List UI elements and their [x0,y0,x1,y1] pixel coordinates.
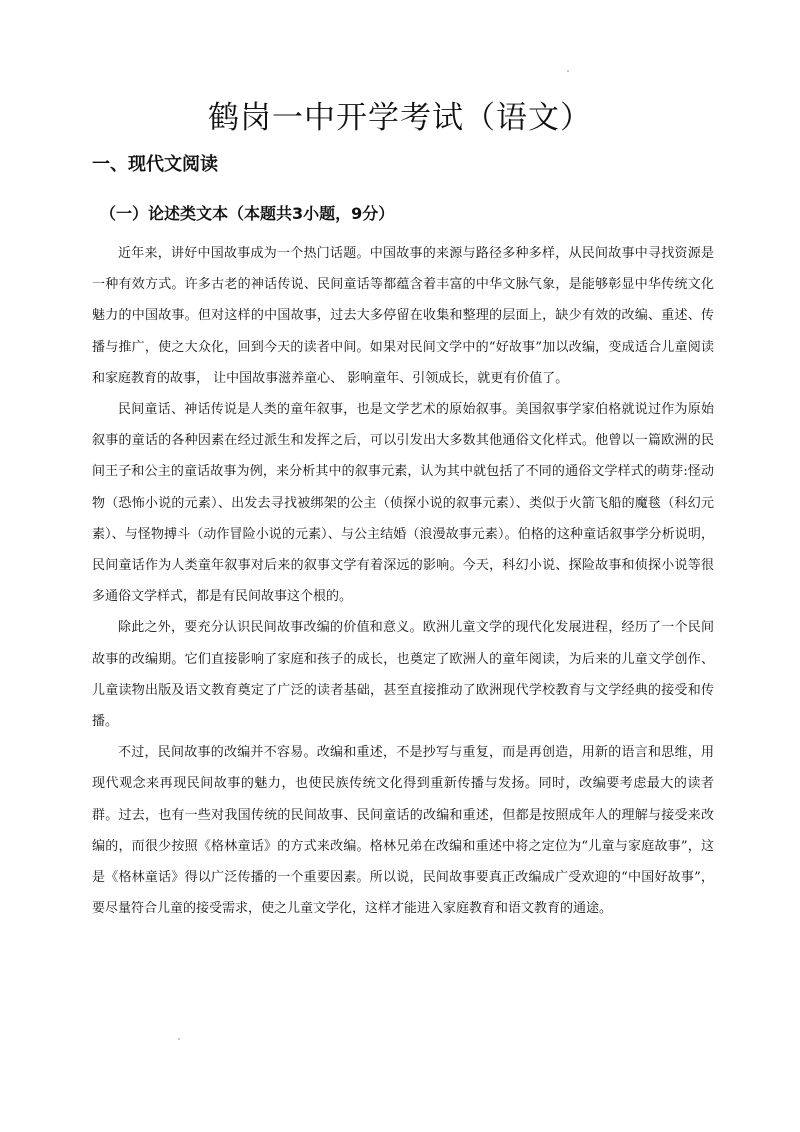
sub-heading: （一）论述类文本（本题共3小题，9分） [100,204,395,223]
reading-passage [92,238,714,924]
section-heading: 一、现代文阅读 [92,154,218,175]
paragraph-1: 近年来，讲好中国故事成为一个热门话题。中国故事的来源与路径多种多样，从民间故事中寻找资源是一种有效方式。许多古老的神话传说、民间童话等都蕴含着丰富的中华文脉气象，是能够彰显中华传统文化魅力的中国故事。但对这样的中国故事，过去大多停留在收集和整理的层面上，缺少有效的改编、重述、传播与推广，使之大众化，回到今天的读者中间。如果对民间文学中的“好故事”加以改编，变成适合儿童阅读和家庭教育的故事， 让中国故事滋养童心、 影响童年、引领成长，就更有价值了。 [92,246,714,386]
paragraph-3: 除此之外，要充分认识民间故事改编的价值和意义。欧洲儿童文学的现代化发展进程，经历了一个民间故事的改编期。它们直接影响了家庭和孩子的成长，也奠定了欧洲人的童年阅读，为后来的儿童文学创作、儿童读物出版及语文教育奠定了广泛的读者基础，甚至直接推动了欧洲现代学校教育与文学经典的接受和传播。 [92,620,714,730]
page-title: 鹤岗一中开学考试（语文） [208,100,592,136]
scan-speck [567,70,569,72]
scan-speck [178,1038,180,1040]
paragraph-2: 民间童话、神话传说是人类的童年叙事，也是文学艺术的原始叙事。美国叙事学家伯格就说过作为原始叙事的童话的各种因素在经过派生和发挥之后，可以引发出大多数其他通俗文化样式。他曾以一篇欧洲的民间王子和公主的童话故事为例，来分析其中的叙事元素，认为其中就包括了不同的通俗文学样式的萌芽:怪动物（恐怖小说的元素）、出发去寻找被绑架的公主（侦探小说的叙事元素）、类似于火箭飞船的魔毯（科幻元素）、与怪物搏斗（动作冒险小说的元素）、与公主结婚（浪漫故事元素）。伯格的这种童话叙事学分析说明，民间童话作为人类童年叙事对后来的叙事文学有着深远的影响。今天，科幻小说、探险故事和侦探小说等很多通俗文学样式，都是有民间故事这个根的。 [92,402,714,605]
paragraph-4: 不过，民间故事的改编并不容易。改编和重述，不是抄写与重复，而是再创造，用新的语言和思维，用现代观念来再现民间故事的魅力，也使民族传统文化得到重新传播与发扬。同时，改编要考虑最大的读者群。过去，也有一些对我国传统的民间故事、民间童话的改编和重述，但都是按照成年人的理解与接受来改编的，而很少按照《格林童话》的方式来改编。格林兄弟在改编和重述中将之定位为“儿童与家庭故事”，这是《格林童话》得以广泛传播的一个重要因素。所以说，民间故事要真正改编成广受欢迎的“中国好故事”，要尽量符合儿童的接受需求，使之儿童文学化，这样才能进入家庭教育和语文教育的通途。 [92,745,714,917]
